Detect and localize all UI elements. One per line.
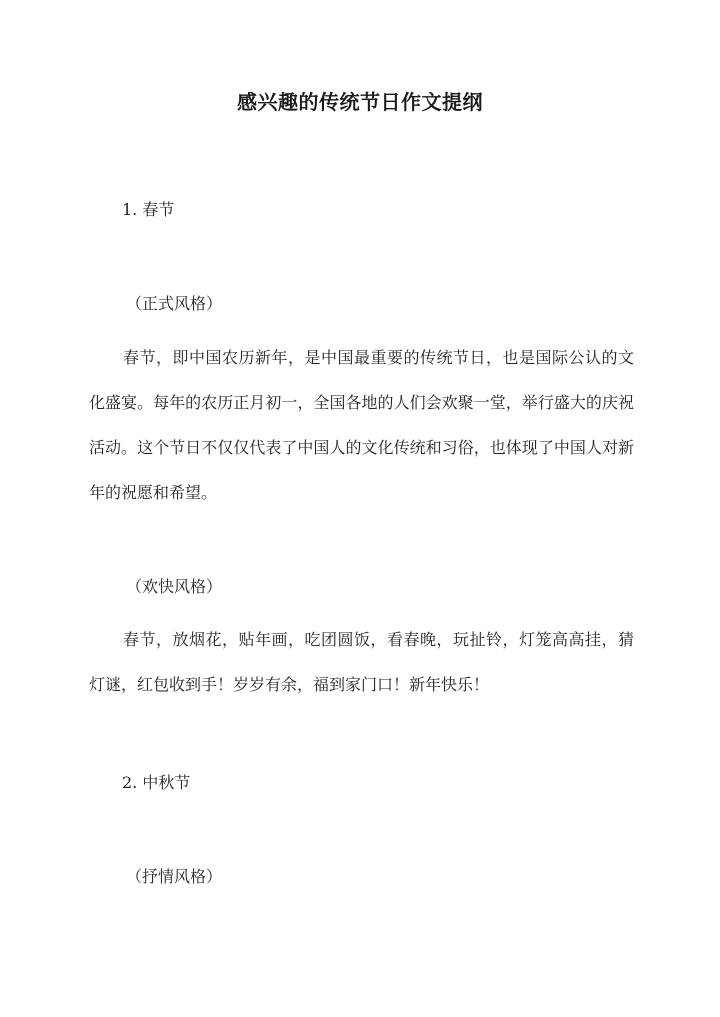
style-label-cheerful: （欢快风格）	[126, 577, 223, 596]
section-heading-spring-festival: 1. 春节	[122, 200, 175, 219]
paragraph-formal: 春节，即中国农历新年，是中国最重要的传统节日，也是国际公认的文化盛宴。每年的农历正月初一，全国各地的人们会欢聚一堂，举行盛大的庆祝活动。这个节日不仅仅代表了中国人的文化传统和习俗，也体现了中国人对新年的祝愿和希望。	[89, 348, 634, 502]
paragraph-cheerful: 春节，放烟花，贴年画，吃团圆饭，看春晚，玩扯铃，灯笼高高挂，猜灯谜，红包收到手！岁岁有余，福到家门口！新年快乐！	[89, 630, 634, 694]
section-heading-mid-autumn: 2. 中秋节	[122, 773, 191, 792]
document-title: 感兴趣的传统节日作文提纲	[237, 90, 483, 114]
style-label-formal: （正式风格）	[126, 294, 223, 313]
style-label-lyrical: （抒情风格）	[126, 867, 223, 886]
